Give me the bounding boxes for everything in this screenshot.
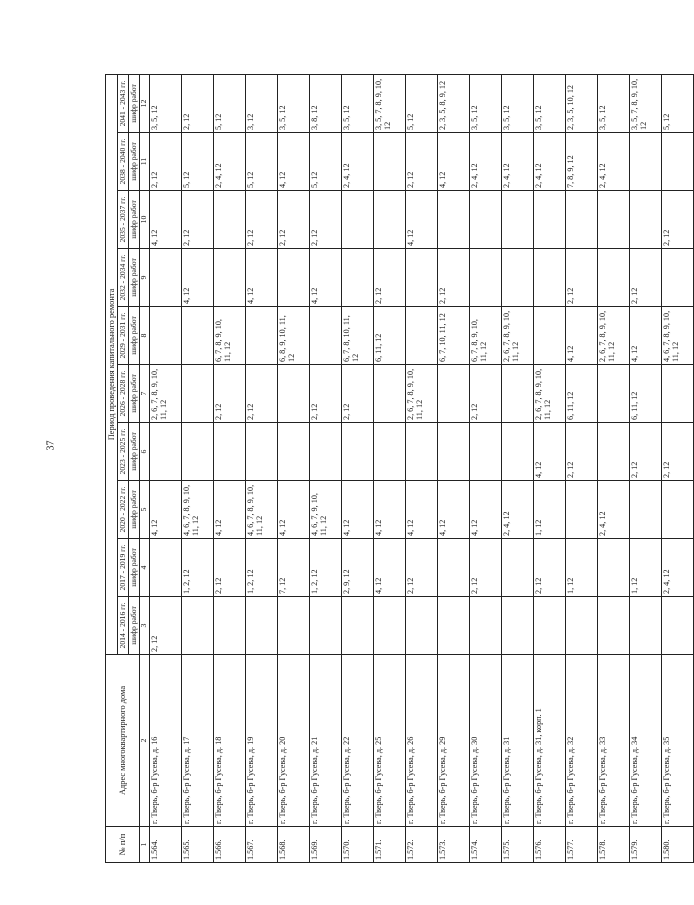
- row-address: г. Тверь, б-р Гусева, д. 21: [309, 655, 341, 827]
- work-code-cell: 3, 5, 12: [533, 74, 565, 132]
- work-code-cell: 2, 6, 7, 8, 9, 10, 11, 12: [501, 307, 533, 365]
- work-code-cell: 6, 11, 12: [565, 365, 597, 423]
- work-code-cell: 4, 12: [149, 481, 181, 539]
- work-code-cell: [341, 597, 373, 655]
- row-number: 1.579.: [629, 827, 661, 863]
- row-address: г. Тверь, б-р Гусева, д. 16: [149, 655, 181, 827]
- work-code-cell: 4, 12: [437, 133, 469, 191]
- work-code-cell: 4, 12: [373, 481, 405, 539]
- work-code-cell: [565, 191, 597, 249]
- year-header: 2014 - 2016 гг.: [118, 597, 129, 655]
- column-index: 6: [140, 423, 149, 481]
- work-code-cell: 4, 12: [533, 423, 565, 481]
- work-code-cell: 2, 12: [213, 365, 245, 423]
- work-code-cell: 4, 12: [213, 481, 245, 539]
- work-code-cell: 4, 12: [469, 481, 501, 539]
- work-code-cell: 1, 2, 12: [309, 539, 341, 597]
- work-code-cell: 4, 12: [565, 307, 597, 365]
- work-code-cell: [565, 481, 597, 539]
- work-code-cell: 5, 12: [405, 74, 437, 132]
- work-code-cell: 3, 5, 12: [469, 74, 501, 132]
- capital-repair-table: [105, 75, 680, 863]
- work-code-cell: [149, 539, 181, 597]
- work-code-cell: 6, 7, 8, 9, 10, 11, 12: [469, 307, 501, 365]
- work-code-cell: [597, 191, 629, 249]
- work-code-cell: 5, 12: [181, 133, 213, 191]
- work-code-cell: 3, 5, 7, 8, 9, 10, 12: [373, 74, 405, 132]
- row-address: г. Тверь, б-р Гусева, д. 32: [565, 655, 597, 827]
- work-code-cell: 2, 12: [437, 249, 469, 307]
- work-code-header: шифр работ: [129, 307, 140, 365]
- work-code-cell: [597, 365, 629, 423]
- work-code-cell: [213, 191, 245, 249]
- row-number: 1.580.: [661, 827, 693, 863]
- table-row: [565, 74, 597, 862]
- year-header: 2020 - 2022 гг.: [118, 481, 129, 539]
- work-code-cell: [149, 249, 181, 307]
- year-header: 2026 - 2028 гг.: [118, 365, 129, 423]
- work-code-cell: 2, 4, 12: [213, 133, 245, 191]
- work-code-cell: [629, 191, 661, 249]
- work-code-cell: 2, 4, 12: [533, 133, 565, 191]
- work-code-cell: 2, 3, 5, 10, 12: [565, 74, 597, 132]
- work-code-cell: 4, 6, 7, 8, 9, 10, 11, 12: [245, 481, 277, 539]
- column-index: 10: [140, 191, 149, 249]
- row-address: г. Тверь, б-р Гусева, д. 29: [437, 655, 469, 827]
- work-code-cell: [437, 423, 469, 481]
- row-number: 1.571.: [373, 827, 405, 863]
- work-code-cell: 4, 12: [341, 481, 373, 539]
- row-address: г. Тверь, б-р Гусева, д. 26: [405, 655, 437, 827]
- row-number: 1.570.: [341, 827, 373, 863]
- work-code-cell: [181, 307, 213, 365]
- period-group-header: Период проведения капитального ремонта: [106, 74, 118, 654]
- work-code-cell: 5, 12: [213, 74, 245, 132]
- work-code-cell: [501, 249, 533, 307]
- work-code-cell: 5, 12: [661, 74, 693, 132]
- work-code-cell: [629, 133, 661, 191]
- work-code-cell: 3, 5, 12: [597, 74, 629, 132]
- work-code-cell: [373, 365, 405, 423]
- work-code-cell: 1, 12: [565, 539, 597, 597]
- work-code-cell: [533, 249, 565, 307]
- work-code-cell: [245, 423, 277, 481]
- work-code-header: шифр работ: [129, 423, 140, 481]
- year-header: 2035 - 2037 гг.: [118, 191, 129, 249]
- work-code-cell: [661, 133, 693, 191]
- column-index: 5: [140, 481, 149, 539]
- row-number: 1.569.: [309, 827, 341, 863]
- work-code-header: шифр работ: [129, 74, 140, 132]
- work-code-cell: 2, 12: [245, 365, 277, 423]
- work-code-cell: 4, 12: [373, 539, 405, 597]
- work-code-cell: [501, 365, 533, 423]
- table-row: [341, 74, 373, 862]
- work-code-cell: [597, 249, 629, 307]
- work-code-cell: 2, 4, 12: [469, 133, 501, 191]
- work-code-cell: 2, 4, 12: [661, 539, 693, 597]
- work-code-cell: 3, 5, 7, 8, 9, 10, 12: [629, 74, 661, 132]
- column-index: 3: [140, 597, 149, 655]
- work-code-cell: [181, 365, 213, 423]
- work-code-cell: [661, 249, 693, 307]
- row-address: г. Тверь, б-р Гусева, д. 35: [661, 655, 693, 827]
- work-code-cell: 2, 6, 7, 8, 9, 10, 11, 12: [533, 365, 565, 423]
- row-number: 1.576.: [533, 827, 565, 863]
- work-code-cell: 1, 2, 12: [245, 539, 277, 597]
- work-code-cell: [373, 423, 405, 481]
- work-code-cell: 2, 12: [469, 539, 501, 597]
- year-header: 2032 - 2034 гг.: [118, 249, 129, 307]
- work-code-cell: 7, 8, 9, 12: [565, 133, 597, 191]
- work-code-cell: 4, 12: [181, 249, 213, 307]
- row-address: г. Тверь, б-р Гусева, д. 33: [597, 655, 629, 827]
- work-code-cell: [661, 365, 693, 423]
- work-code-cell: 6, 8, 9, 10, 11, 12: [277, 307, 309, 365]
- column-header-address: Адрес многоквартирного дома: [106, 655, 140, 827]
- work-code-header: шифр работ: [129, 481, 140, 539]
- year-header: 2029 - 2031 гг.: [118, 307, 129, 365]
- work-code-cell: 2, 12: [373, 249, 405, 307]
- work-code-cell: 1, 12: [533, 481, 565, 539]
- work-code-cell: 2, 12: [629, 423, 661, 481]
- work-code-cell: [501, 597, 533, 655]
- work-code-cell: 2, 12: [629, 249, 661, 307]
- work-code-cell: 2, 4, 12: [597, 133, 629, 191]
- work-code-cell: [533, 597, 565, 655]
- work-code-cell: [469, 597, 501, 655]
- work-code-cell: [277, 597, 309, 655]
- table-row: [181, 74, 213, 862]
- work-code-cell: 6, 7, 8, 9, 10, 11, 12: [213, 307, 245, 365]
- work-code-cell: 6, 7, 10, 11, 12: [437, 307, 469, 365]
- work-code-cell: 2, 4, 12: [501, 133, 533, 191]
- table-row: [597, 74, 629, 862]
- work-code-cell: 4, 12: [405, 481, 437, 539]
- work-code-cell: 3, 12: [245, 74, 277, 132]
- work-code-cell: 2, 12: [309, 365, 341, 423]
- work-code-cell: [213, 597, 245, 655]
- column-index: 8: [140, 307, 149, 365]
- work-code-cell: 2, 9, 12: [341, 539, 373, 597]
- work-code-cell: 2, 4, 12: [501, 481, 533, 539]
- work-code-cell: [149, 307, 181, 365]
- repair-schedule-table: [105, 74, 694, 863]
- work-code-cell: 1, 12: [629, 539, 661, 597]
- work-code-cell: [405, 307, 437, 365]
- work-code-cell: 4, 12: [277, 481, 309, 539]
- work-code-cell: 2, 4, 12: [597, 481, 629, 539]
- work-code-header: шифр работ: [129, 191, 140, 249]
- year-header: 2038 - 2040 гг.: [118, 133, 129, 191]
- work-code-cell: 3, 5, 12: [341, 74, 373, 132]
- row-address: г. Тверь, б-р Гусева, д. 31, корп. 1: [533, 655, 565, 827]
- work-code-cell: [469, 423, 501, 481]
- table-row: [245, 74, 277, 862]
- row-number: 1.572.: [405, 827, 437, 863]
- row-address: г. Тверь, б-р Гусева, д. 20: [277, 655, 309, 827]
- row-number: 1.574.: [469, 827, 501, 863]
- column-index: 11: [140, 133, 149, 191]
- row-number: 1.577.: [565, 827, 597, 863]
- work-code-cell: 7, 12: [277, 539, 309, 597]
- work-code-cell: [597, 539, 629, 597]
- work-code-cell: [437, 191, 469, 249]
- column-index: 4: [140, 539, 149, 597]
- work-code-cell: 2, 12: [469, 365, 501, 423]
- work-code-cell: [629, 481, 661, 539]
- work-code-cell: 2, 12: [565, 249, 597, 307]
- work-code-cell: 4, 6, 7, 8, 9, 10, 11, 12: [181, 481, 213, 539]
- work-code-cell: 2, 12: [149, 597, 181, 655]
- work-code-cell: 6, 7, 8, 10, 11, 12: [341, 307, 373, 365]
- column-index: 12: [140, 74, 149, 132]
- work-code-cell: [213, 249, 245, 307]
- row-number: 1.578.: [597, 827, 629, 863]
- work-code-cell: 3, 5, 12: [149, 74, 181, 132]
- work-code-cell: 4, 12: [437, 481, 469, 539]
- work-code-cell: [437, 597, 469, 655]
- table-row: [149, 74, 181, 862]
- work-code-cell: 1, 2, 12: [181, 539, 213, 597]
- work-code-cell: [213, 423, 245, 481]
- work-code-header: шифр работ: [129, 133, 140, 191]
- row-address: г. Тверь, б-р Гусева, д. 31: [501, 655, 533, 827]
- work-code-cell: 2, 12: [533, 539, 565, 597]
- table-row: [661, 74, 693, 862]
- work-code-cell: [437, 365, 469, 423]
- row-address: г. Тверь, б-р Гусева, д. 34: [629, 655, 661, 827]
- work-code-cell: [309, 423, 341, 481]
- work-code-cell: 3, 8, 12: [309, 74, 341, 132]
- work-code-cell: [565, 597, 597, 655]
- year-header: 2023 - 2025 гг.: [118, 423, 129, 481]
- work-code-cell: 4, 12: [405, 191, 437, 249]
- row-address: г. Тверь, б-р Гусева, д. 18: [213, 655, 245, 827]
- work-code-header: шифр работ: [129, 365, 140, 423]
- work-code-cell: [405, 249, 437, 307]
- work-code-cell: 4, 12: [245, 249, 277, 307]
- work-code-cell: 2, 4, 12: [341, 133, 373, 191]
- column-index: 1: [140, 827, 149, 863]
- work-code-header: шифр работ: [129, 539, 140, 597]
- column-index: 9: [140, 249, 149, 307]
- work-code-cell: [661, 597, 693, 655]
- work-code-cell: [533, 307, 565, 365]
- work-code-cell: 2, 12: [245, 191, 277, 249]
- work-code-cell: 4, 6, 7, 9, 10, 11, 12: [309, 481, 341, 539]
- row-number: 1.568.: [277, 827, 309, 863]
- work-code-cell: [309, 307, 341, 365]
- table-row: [469, 74, 501, 862]
- work-code-cell: 6, 11, 12: [629, 365, 661, 423]
- work-code-cell: [277, 365, 309, 423]
- work-code-cell: [405, 597, 437, 655]
- row-address: г. Тверь, б-р Гусева, д. 22: [341, 655, 373, 827]
- work-code-cell: 3, 5, 12: [277, 74, 309, 132]
- work-code-cell: 2, 12: [309, 191, 341, 249]
- work-code-cell: 2, 12: [661, 423, 693, 481]
- row-address: г. Тверь, б-р Гусева, д. 25: [373, 655, 405, 827]
- work-code-cell: [181, 423, 213, 481]
- table-row: [309, 74, 341, 862]
- work-code-cell: 4, 6, 7, 8, 9, 10, 11, 12: [661, 307, 693, 365]
- work-code-cell: [181, 597, 213, 655]
- row-address: г. Тверь, б-р Гусева, д. 17: [181, 655, 213, 827]
- table-row: [373, 74, 405, 862]
- row-number: 1.564.: [149, 827, 181, 863]
- work-code-cell: [501, 539, 533, 597]
- table-body: [149, 74, 693, 862]
- work-code-cell: [373, 133, 405, 191]
- table-row: [533, 74, 565, 862]
- work-code-cell: 2, 6, 7, 8, 9, 10, 11, 12: [597, 307, 629, 365]
- work-code-cell: [437, 539, 469, 597]
- table-row: [277, 74, 309, 862]
- work-code-cell: 2, 3, 5, 8, 9, 12: [437, 74, 469, 132]
- work-code-cell: 2, 12: [405, 133, 437, 191]
- work-code-cell: 4, 12: [629, 307, 661, 365]
- work-code-cell: [373, 191, 405, 249]
- work-code-cell: [149, 423, 181, 481]
- table-row: [405, 74, 437, 862]
- work-code-cell: [341, 423, 373, 481]
- work-code-cell: 4, 12: [309, 249, 341, 307]
- work-code-cell: 3, 5, 12: [501, 74, 533, 132]
- work-code-cell: 4, 12: [277, 133, 309, 191]
- work-code-cell: 5, 12: [245, 133, 277, 191]
- work-code-cell: [501, 423, 533, 481]
- row-address: г. Тверь, б-р Гусева, д. 19: [245, 655, 277, 827]
- work-code-header: шифр работ: [129, 597, 140, 655]
- work-code-cell: [405, 423, 437, 481]
- row-number: 1.567.: [245, 827, 277, 863]
- column-index: 7: [140, 365, 149, 423]
- table-row: [629, 74, 661, 862]
- work-code-cell: [245, 307, 277, 365]
- row-number: 1.565.: [181, 827, 213, 863]
- table-row: [501, 74, 533, 862]
- work-code-cell: 2, 12: [341, 365, 373, 423]
- work-code-cell: [341, 191, 373, 249]
- work-code-cell: 6, 11, 12: [373, 307, 405, 365]
- work-code-cell: 5, 12: [309, 133, 341, 191]
- work-code-cell: [341, 249, 373, 307]
- work-code-cell: [597, 423, 629, 481]
- work-code-cell: [277, 249, 309, 307]
- row-number: 1.573.: [437, 827, 469, 863]
- work-code-header: шифр работ: [129, 249, 140, 307]
- work-code-cell: [277, 423, 309, 481]
- row-address: г. Тверь, б-р Гусева, д. 30: [469, 655, 501, 827]
- row-number: 1.566.: [213, 827, 245, 863]
- work-code-cell: 2, 6, 7, 8, 9, 10, 11, 12: [149, 365, 181, 423]
- work-code-cell: [533, 191, 565, 249]
- work-code-cell: [597, 597, 629, 655]
- row-number: 1.575.: [501, 827, 533, 863]
- table-row: [213, 74, 245, 862]
- work-code-cell: 2, 12: [149, 133, 181, 191]
- column-index: 2: [140, 655, 149, 827]
- work-code-cell: 2, 12: [405, 539, 437, 597]
- column-index-row: [140, 74, 149, 862]
- work-code-cell: [629, 597, 661, 655]
- work-code-cell: 2, 12: [277, 191, 309, 249]
- work-code-cell: 2, 12: [565, 423, 597, 481]
- work-code-cell: [245, 597, 277, 655]
- work-code-cell: [469, 191, 501, 249]
- work-code-cell: [309, 597, 341, 655]
- work-code-cell: [373, 597, 405, 655]
- work-code-cell: 2, 6, 7, 8, 9, 10, 11, 12: [405, 365, 437, 423]
- work-code-cell: 4, 12: [149, 191, 181, 249]
- year-header: 2017 - 2019 гг.: [118, 539, 129, 597]
- work-code-cell: 2, 12: [181, 74, 213, 132]
- work-code-cell: [469, 249, 501, 307]
- work-code-cell: 2, 12: [181, 191, 213, 249]
- column-header-number: № п/п: [106, 827, 140, 863]
- work-code-cell: 2, 12: [213, 539, 245, 597]
- year-header: 2041 - 2043 гг.: [118, 74, 129, 132]
- work-code-cell: [501, 191, 533, 249]
- table-row: [437, 74, 469, 862]
- work-code-cell: [661, 481, 693, 539]
- page-number: 37: [45, 440, 57, 451]
- work-code-cell: 2, 12: [661, 191, 693, 249]
